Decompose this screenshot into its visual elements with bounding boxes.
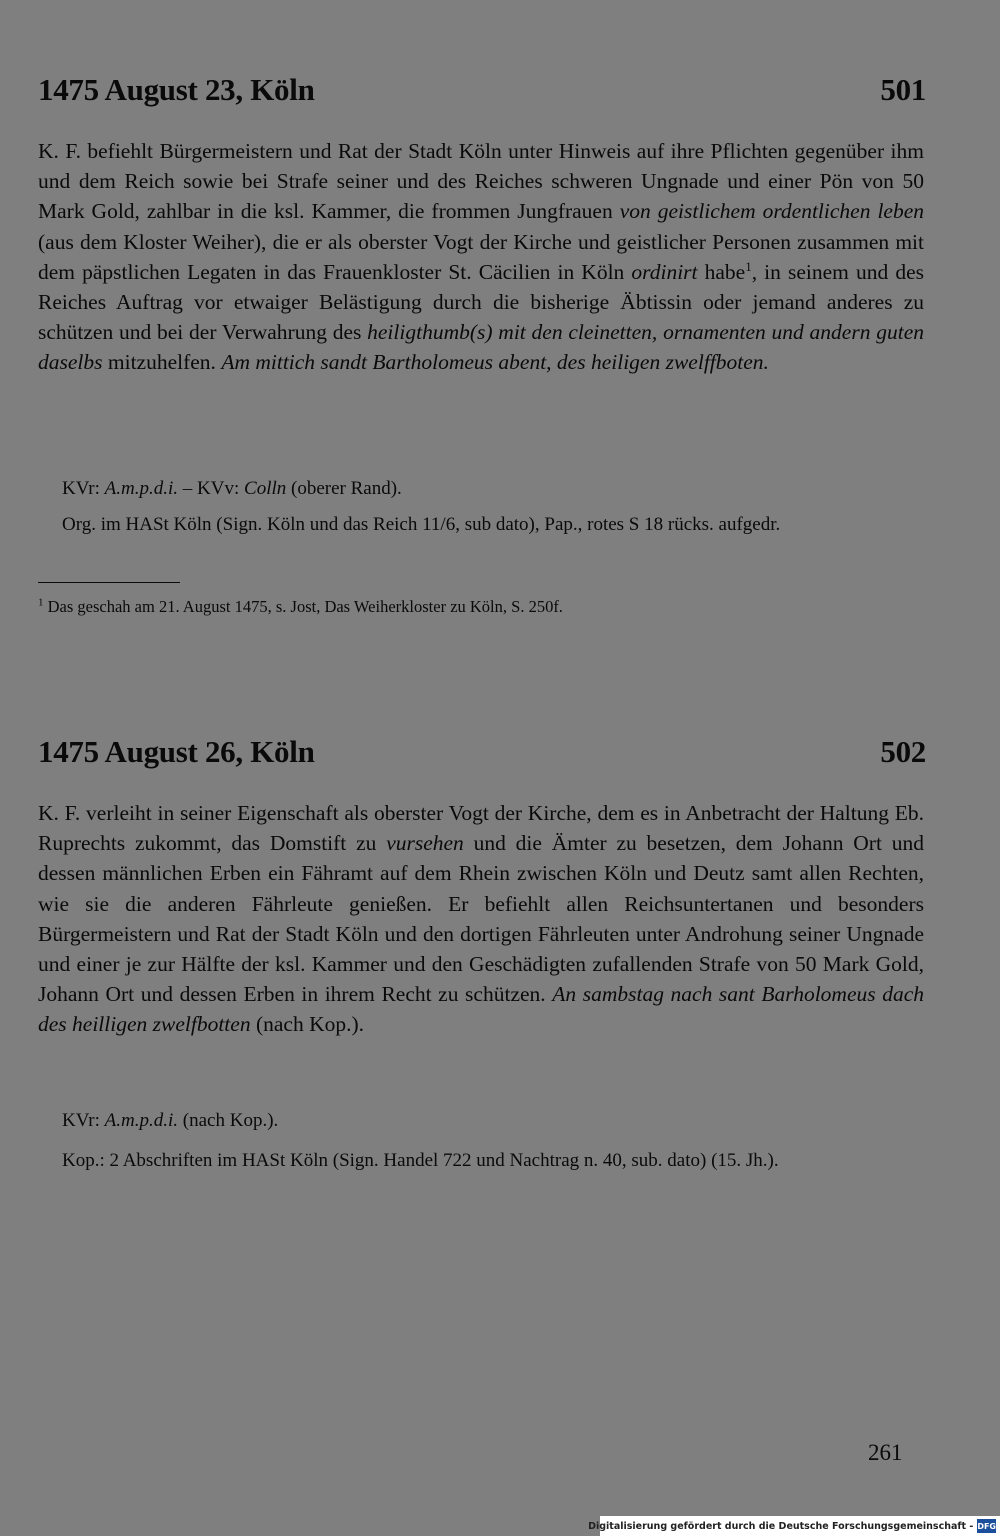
quoted-source-text: A.m.p.d.i. — [104, 1110, 179, 1131]
quoted-source-text: von geistlichem ordentlichen leben — [619, 199, 924, 224]
text-run: habe — [697, 259, 746, 284]
text-run: , in seinem und des Reiches Auftrag vor etwaiger Belästigung durch die bisherige Äbtissin oder jemand anderes zu schützen und bei der Verwahrung des — [38, 259, 924, 345]
entry-heading — [38, 72, 926, 108]
dfg-logo-icon: DFG — [977, 1519, 996, 1533]
footnote — [38, 596, 924, 618]
text-run: K. F. befiehlt Bürgermeistern und Rat der Stadt Köln unter Hinweis auf ihre Pflichten gegenüber ihm und dem Reich sowie bei Strafe seiner und des Reiches schweren Ungnade und einer Pön von 50 Mark Gold, zahlbar in die ksl. Kammer, die frommen Jungfrauen — [38, 139, 924, 224]
footnote-marker: 1 — [38, 596, 44, 609]
entry-note-kv — [38, 1108, 924, 1134]
text-run: Kop.: 2 Abschriften im HASt Köln (Sign. Handel 722 und Nachtrag n. 40, sub. dato) (15. Jh.). — [62, 1150, 779, 1171]
quoted-source-text: ordinirt — [631, 259, 698, 284]
dfg-credit-bar — [588, 1516, 1000, 1536]
dfg-credit-text: Digitalisierung gefördert durch die Deutsche Forschungsgemeinschaft - — [588, 1520, 974, 1532]
text-run: (nach Kop.). — [178, 1110, 279, 1131]
text-run: und die Ämter zu besetzen, dem Johann Ort und dessen männlichen Erben ein Fähramt auf dem Rhein zwischen Köln und Deutz samt allen Rechten, wie sie die anderen Fährleute genießen. Er befiehlt allen Reichsuntertanen und besonders Bürgermeistern und Rat der Stadt Köln und den dortigen Fährleuten unter Androhung seiner Ungnade und einer je zur Hälfte der ksl. Kammer und den Geschädigten zufallenden Strafe von 50 Mark Gold, Johann Ort und dessen Erben in ihrem Recht zu schützen. — [38, 831, 924, 1007]
entry-date-place: 1475 August 23, Köln — [38, 72, 315, 107]
text-run: Org. im HASt Köln (Sign. Köln und das Reich 11/6, sub dato), Pap., rotes S 18 rücks. aufgedr. — [62, 514, 781, 535]
entry-regest-text — [38, 798, 924, 1040]
quoted-source-text: vursehen — [386, 831, 464, 856]
quoted-source-text: Am mittich sandt Bartholomeus abent, des heiligen zwelffboten. — [221, 350, 769, 375]
quoted-source-text: Colln — [244, 478, 287, 499]
text-run: mitzuhelfen. — [102, 350, 222, 375]
footnote-text: Das geschah am 21. August 1475, s. Jost, Das Weiherkloster zu Köln, S. 250f. — [47, 597, 563, 616]
text-run: KVr: — [62, 1110, 105, 1131]
entry-regest-text — [38, 136, 924, 378]
quoted-source-text: heiligthumb(s) mit den cleinetten, ornamenten und andern guten daselbs — [38, 320, 924, 375]
quoted-source-text: A.m.p.d.i. — [104, 478, 179, 499]
entry-heading — [38, 734, 926, 770]
page-number: 261 — [868, 1440, 903, 1465]
entry-date-place: 1475 August 26, Köln — [38, 734, 315, 769]
entry-note-source — [38, 512, 924, 538]
entry-note-source — [38, 1148, 924, 1174]
entry-note-kv — [38, 476, 924, 502]
text-run: K. F. verleiht in seiner Eigenschaft als oberster Vogt der Kirche, dem es in Anbetracht der Haltung Eb. Ruprechts zukommt, das Domstift zu — [38, 801, 924, 856]
quoted-source-text: An sambstag nach sant Barholomeus dach des heilligen zwelfbotten — [38, 982, 924, 1037]
text-run: – KVv: — [178, 478, 245, 499]
text-run: (nach Kop.). — [250, 1012, 365, 1037]
text-run: KVr: — [62, 478, 105, 499]
footnote-ref: 1 — [745, 258, 752, 274]
entry-number: 501 — [880, 72, 926, 107]
entry-number: 502 — [880, 734, 926, 769]
text-run: (aus dem Kloster Weiher), die er als oberster Vogt der Kirche und geistlicher Personen zusammen mit dem päpstlichen Legaten in das Frauenkloster St. Cäcilien in Köln — [38, 229, 924, 284]
text-run: (oberer Rand). — [286, 478, 402, 499]
footnote-separator — [38, 582, 180, 583]
